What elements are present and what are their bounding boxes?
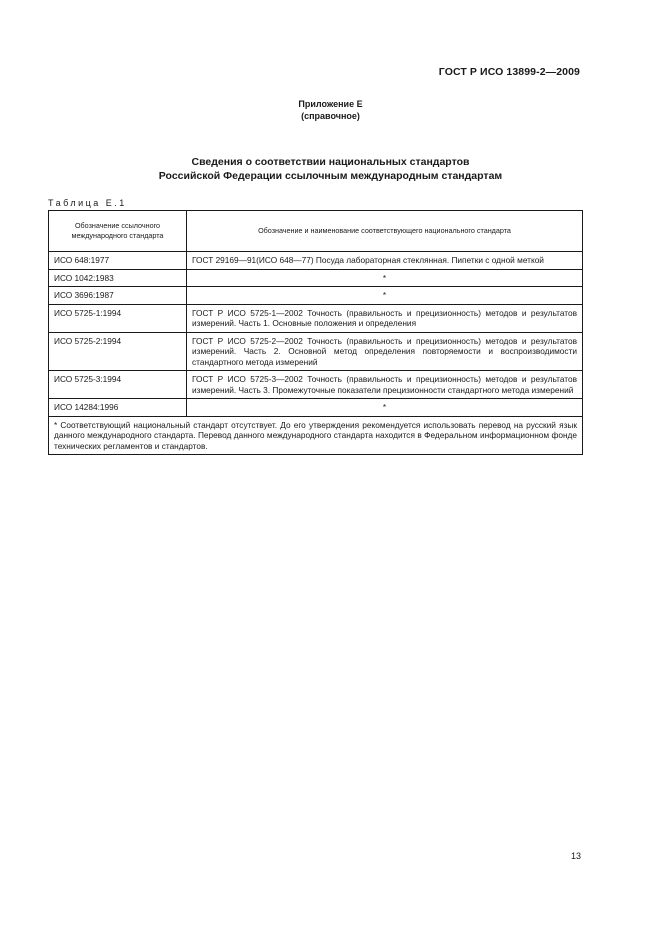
national-standard: ГОСТ Р ИСО 5725-2—2002 Точность (правильность и прецизионность) методов и результатов измерений. Часть 2. Основной метод определения повторяемости и воспроизводимости стандартного метода измерений	[187, 332, 583, 371]
table-caption: Таблица Е.1	[48, 198, 127, 208]
national-standard: ГОСТ Р ИСО 5725-3—2002 Точность (правильность и прецизионность) методов и результатов измерений. Часть 3. Промежуточные показатели прецизионности стандартного метода измерений	[187, 371, 583, 399]
table-row	[49, 304, 583, 332]
table-row	[49, 252, 583, 270]
header-international-standard: Обозначение ссылочного международного стандарта	[49, 211, 187, 252]
table-row	[49, 332, 583, 371]
ref-standard: ИСО 5725-3:1994	[49, 371, 187, 399]
ref-standard: ИСО 3696:1987	[49, 287, 187, 305]
ref-standard: ИСО 5725-1:1994	[49, 304, 187, 332]
standards-table	[48, 210, 583, 455]
ref-standard: ИСО 5725-2:1994	[49, 332, 187, 371]
table-row	[49, 287, 583, 305]
page-number: 13	[571, 851, 582, 861]
national-standard: *	[187, 269, 583, 287]
appendix-label	[0, 98, 661, 122]
ref-standard: ИСО 1042:1983	[49, 269, 187, 287]
appendix-subtitle: (справочное)	[301, 111, 360, 121]
table-footnote-row	[49, 416, 583, 455]
header-national-standard: Обозначение и наименование соответствующего национального стандарта	[187, 211, 583, 252]
table-row	[49, 269, 583, 287]
table-header-row	[49, 211, 583, 252]
table-footnote: * Соответствующий национальный стандарт отсутствует. До его утверждения рекомендуется использовать перевод на русский язык данного международного стандарта. Перевод данного международного стандарта находится в Федеральном информационном фонде технических регламентов и стандартов.	[49, 416, 583, 455]
table-row	[49, 371, 583, 399]
ref-standard: ИСО 648:1977	[49, 252, 187, 270]
section-heading	[0, 155, 661, 183]
heading-line-1: Сведения о соответствии национальных стандартов	[191, 156, 470, 168]
heading-line-2: Российской Федерации ссылочным международным стандартам	[158, 170, 503, 182]
national-standard: ГОСТ 29169—91(ИСО 648—77) Посуда лабораторная стеклянная. Пипетки с одной меткой	[187, 252, 583, 270]
national-standard: *	[187, 399, 583, 417]
document-code: ГОСТ Р ИСО 13899-2—2009	[438, 66, 580, 78]
ref-standard: ИСО 14284:1996	[49, 399, 187, 417]
table-row	[49, 399, 583, 417]
national-standard: *	[187, 287, 583, 305]
national-standard: ГОСТ Р ИСО 5725-1—2002 Точность (правильность и прецизионность) методов и результатов измерений. Часть 1. Основные положения и определения	[187, 304, 583, 332]
appendix-title: Приложение Е	[298, 99, 363, 109]
